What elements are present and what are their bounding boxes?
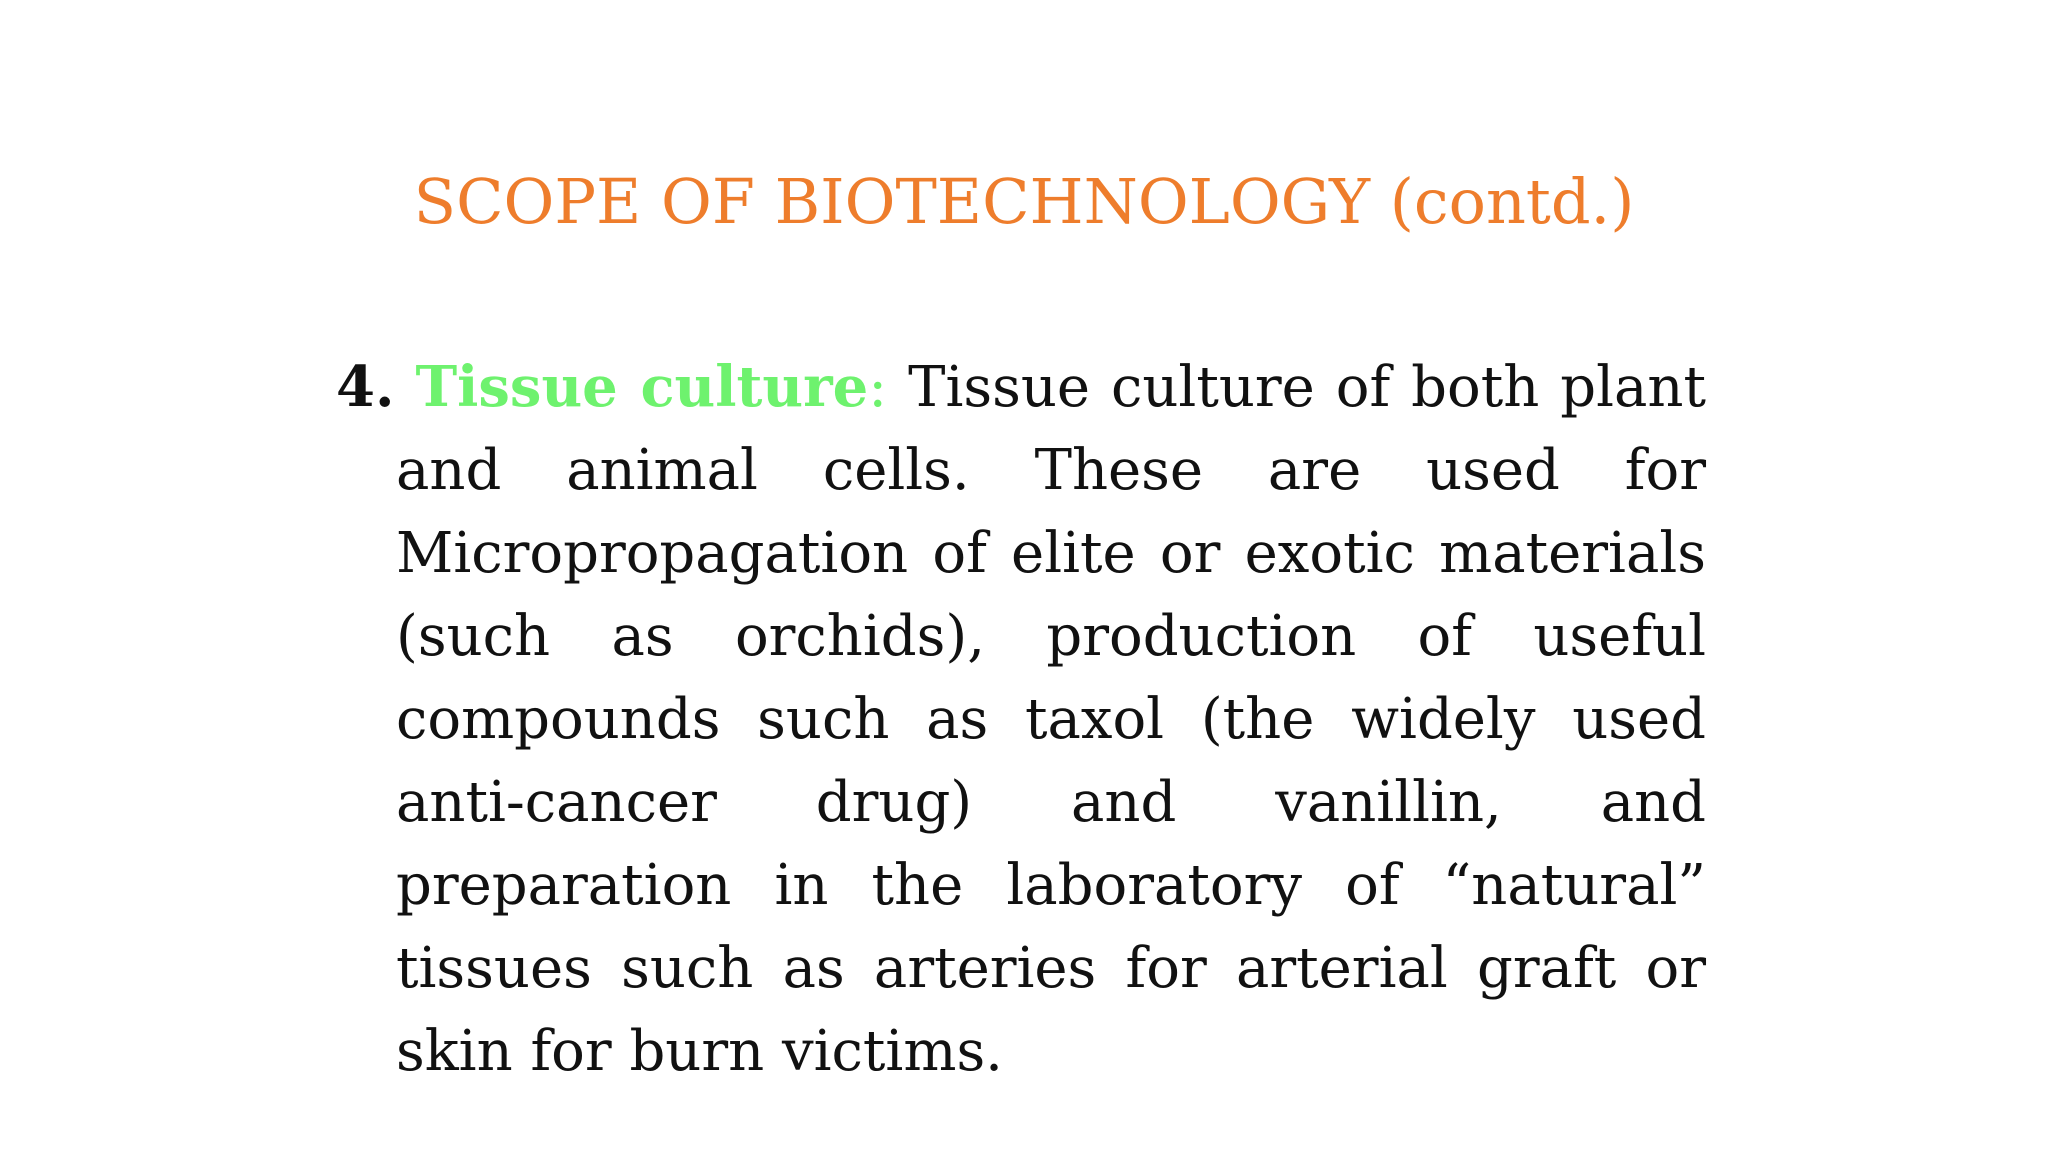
slide-title: SCOPE OF BIOTECHNOLOGY (contd.) <box>413 165 1635 238</box>
item-number: 4. <box>336 354 395 420</box>
item-body: Tissue culture of both plant and animal cells. These are used for Micropropagation of elite or exotic materials (such as orchids), production of useful compounds such as taxol (the widely used anti-cancer drug) and vanillin, and preparation in the laboratory of “natural” tissues such as arteries for arterial graft or skin for burn victims. <box>396 355 1706 1084</box>
item-term: Tissue culture <box>415 354 869 420</box>
list-item-tissue-culture <box>336 346 1706 1093</box>
item-term-separator: : <box>868 355 888 420</box>
